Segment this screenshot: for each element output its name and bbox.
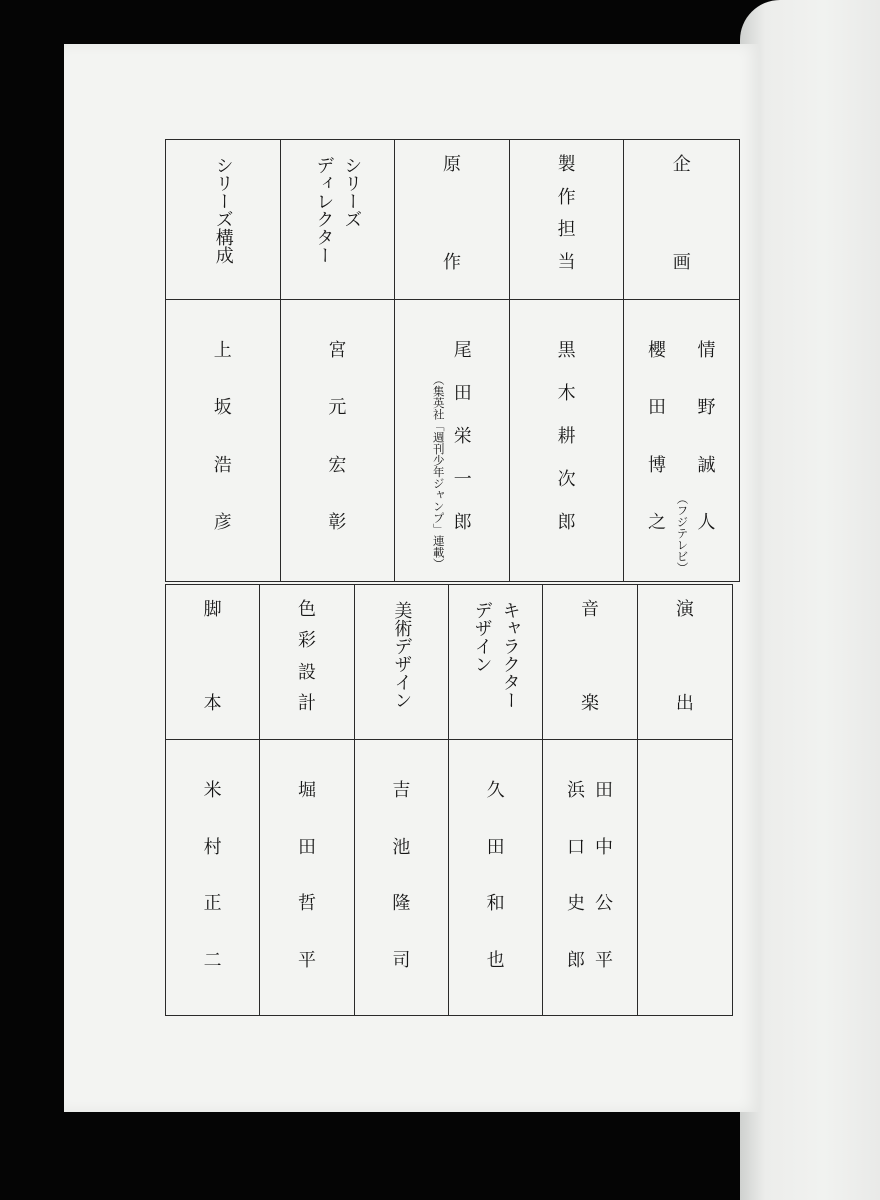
text-char: 作	[557, 186, 576, 208]
role-label-line: 美術デザイン	[391, 601, 413, 709]
text-char: 也	[486, 949, 505, 971]
text-char: 原	[442, 154, 461, 175]
role-cell-kousei	[166, 140, 281, 300]
text-char: 村	[203, 836, 222, 858]
text-char: 和	[486, 893, 505, 915]
text-char: 隆	[392, 893, 411, 915]
person-name	[328, 342, 346, 532]
text-char: 正	[203, 893, 222, 915]
text-char: 黒	[557, 340, 576, 361]
name-cell-kikaku	[624, 300, 739, 581]
text-char: 人	[697, 511, 716, 533]
name-cell-seisaku	[510, 300, 625, 581]
text-char: 郎	[557, 512, 576, 533]
text-char: 色	[297, 599, 316, 620]
text-char: 口	[566, 836, 585, 858]
text-char: 米	[203, 780, 222, 801]
vertical-text	[298, 601, 316, 713]
text-char: 企	[672, 154, 691, 175]
role-cell-shikisai	[260, 585, 354, 740]
role-cell-kyakuhon	[166, 585, 260, 740]
person-name	[487, 782, 505, 970]
text-char: 司	[392, 949, 411, 971]
affiliation-note: （フジテレビ）	[675, 492, 690, 573]
person-name	[697, 342, 715, 532]
text-char: 中	[594, 836, 613, 858]
name-cell-chara	[449, 740, 543, 1015]
text-char: 彦	[213, 511, 232, 533]
text-char: 平	[297, 949, 316, 971]
text-char: 本	[203, 693, 222, 714]
vertical-text	[673, 156, 691, 272]
text-char: 宏	[328, 454, 347, 476]
person-name	[204, 782, 222, 970]
affiliation-note: （集英社「週刊少年ジャンプ」連載）	[431, 374, 446, 570]
text-char: 一	[453, 469, 472, 490]
role-cell-gensaku	[395, 140, 510, 300]
text-char: 史	[566, 893, 585, 915]
role-label-line: シリーズ構成	[212, 156, 234, 264]
text-char: 池	[392, 836, 411, 858]
role-label-line: デザイン	[471, 601, 493, 673]
vertical-text	[558, 156, 576, 272]
text-char: 画	[672, 252, 691, 273]
name-cell-enshutsu	[638, 740, 732, 1015]
text-char: 当	[557, 251, 576, 273]
text-char: 尾	[453, 340, 472, 361]
name-cell-kyakuhon	[166, 740, 260, 1015]
person-name	[214, 342, 232, 532]
text-char: 木	[557, 383, 576, 404]
text-char: 演	[675, 599, 694, 620]
text-char: 耕	[557, 426, 576, 447]
text-char: 平	[594, 949, 613, 971]
text-char: 楽	[580, 693, 599, 714]
text-char: 計	[297, 692, 316, 714]
text-char: 田	[486, 836, 505, 858]
text-char: 哲	[297, 893, 316, 915]
text-char: 坂	[213, 397, 232, 419]
text-char: 宮	[328, 340, 347, 361]
text-char: 彩	[297, 630, 316, 652]
text-char: 久	[486, 780, 505, 801]
person-name	[298, 782, 316, 970]
role-cell-seisaku	[510, 140, 625, 300]
name-cell-gensaku	[395, 300, 510, 581]
role-label-line: キャラクター	[499, 601, 521, 709]
text-char: 吉	[392, 780, 411, 801]
text-char: 郎	[453, 512, 472, 533]
text-char: 野	[697, 397, 716, 419]
role-label-line: ディレクター	[313, 156, 335, 264]
role-label-line: シリーズ	[341, 156, 363, 228]
name-cell-shikisai	[260, 740, 354, 1015]
text-char: 田	[647, 397, 666, 419]
text-char: 堀	[297, 780, 316, 801]
text-char: 公	[594, 893, 613, 915]
text-char: 之	[647, 511, 666, 533]
person-name	[392, 782, 410, 970]
text-char: 櫻	[647, 340, 666, 361]
person-name	[567, 782, 585, 970]
text-char: 次	[557, 469, 576, 490]
text-char: 栄	[453, 426, 472, 447]
text-char: 浩	[213, 454, 232, 476]
page-edge	[740, 0, 880, 1200]
name-cell-bijutsu	[355, 740, 449, 1015]
role-cell-ongaku	[543, 585, 637, 740]
text-char: 浜	[566, 780, 585, 801]
text-char: 出	[675, 693, 694, 714]
text-char: 音	[580, 599, 599, 620]
vertical-text	[581, 601, 599, 713]
person-name	[454, 342, 472, 532]
text-char: 郎	[566, 949, 585, 971]
text-char: 二	[203, 949, 222, 971]
text-char: 製	[557, 154, 576, 175]
text-char: 情	[697, 340, 716, 361]
text-char: 博	[647, 454, 666, 476]
role-cell-enshutsu	[638, 585, 732, 740]
text-char: 設	[297, 661, 316, 683]
role-cell-director	[281, 140, 396, 300]
role-cell-kikaku	[624, 140, 739, 300]
text-char: 元	[328, 397, 347, 419]
vertical-text	[676, 601, 694, 713]
text-char: 彰	[328, 511, 347, 533]
text-char: 田	[453, 383, 472, 404]
person-name	[595, 782, 613, 970]
vertical-text	[204, 601, 222, 713]
text-char: 田	[297, 836, 316, 858]
name-cell-kousei	[166, 300, 281, 581]
staff-table-top	[165, 139, 740, 582]
text-char: 誠	[697, 454, 716, 476]
text-char: 田	[594, 780, 613, 801]
staff-table-bottom	[165, 584, 733, 1016]
role-cell-chara	[449, 585, 543, 740]
name-cell-ongaku	[543, 740, 637, 1015]
name-cell-director	[281, 300, 396, 581]
text-char: 脚	[203, 599, 222, 620]
role-cell-bijutsu	[355, 585, 449, 740]
person-name	[558, 342, 576, 532]
vertical-text	[443, 156, 461, 272]
person-name	[648, 342, 666, 532]
text-char: 作	[442, 252, 461, 273]
text-char: 上	[213, 340, 232, 361]
text-char: 担	[557, 219, 576, 241]
